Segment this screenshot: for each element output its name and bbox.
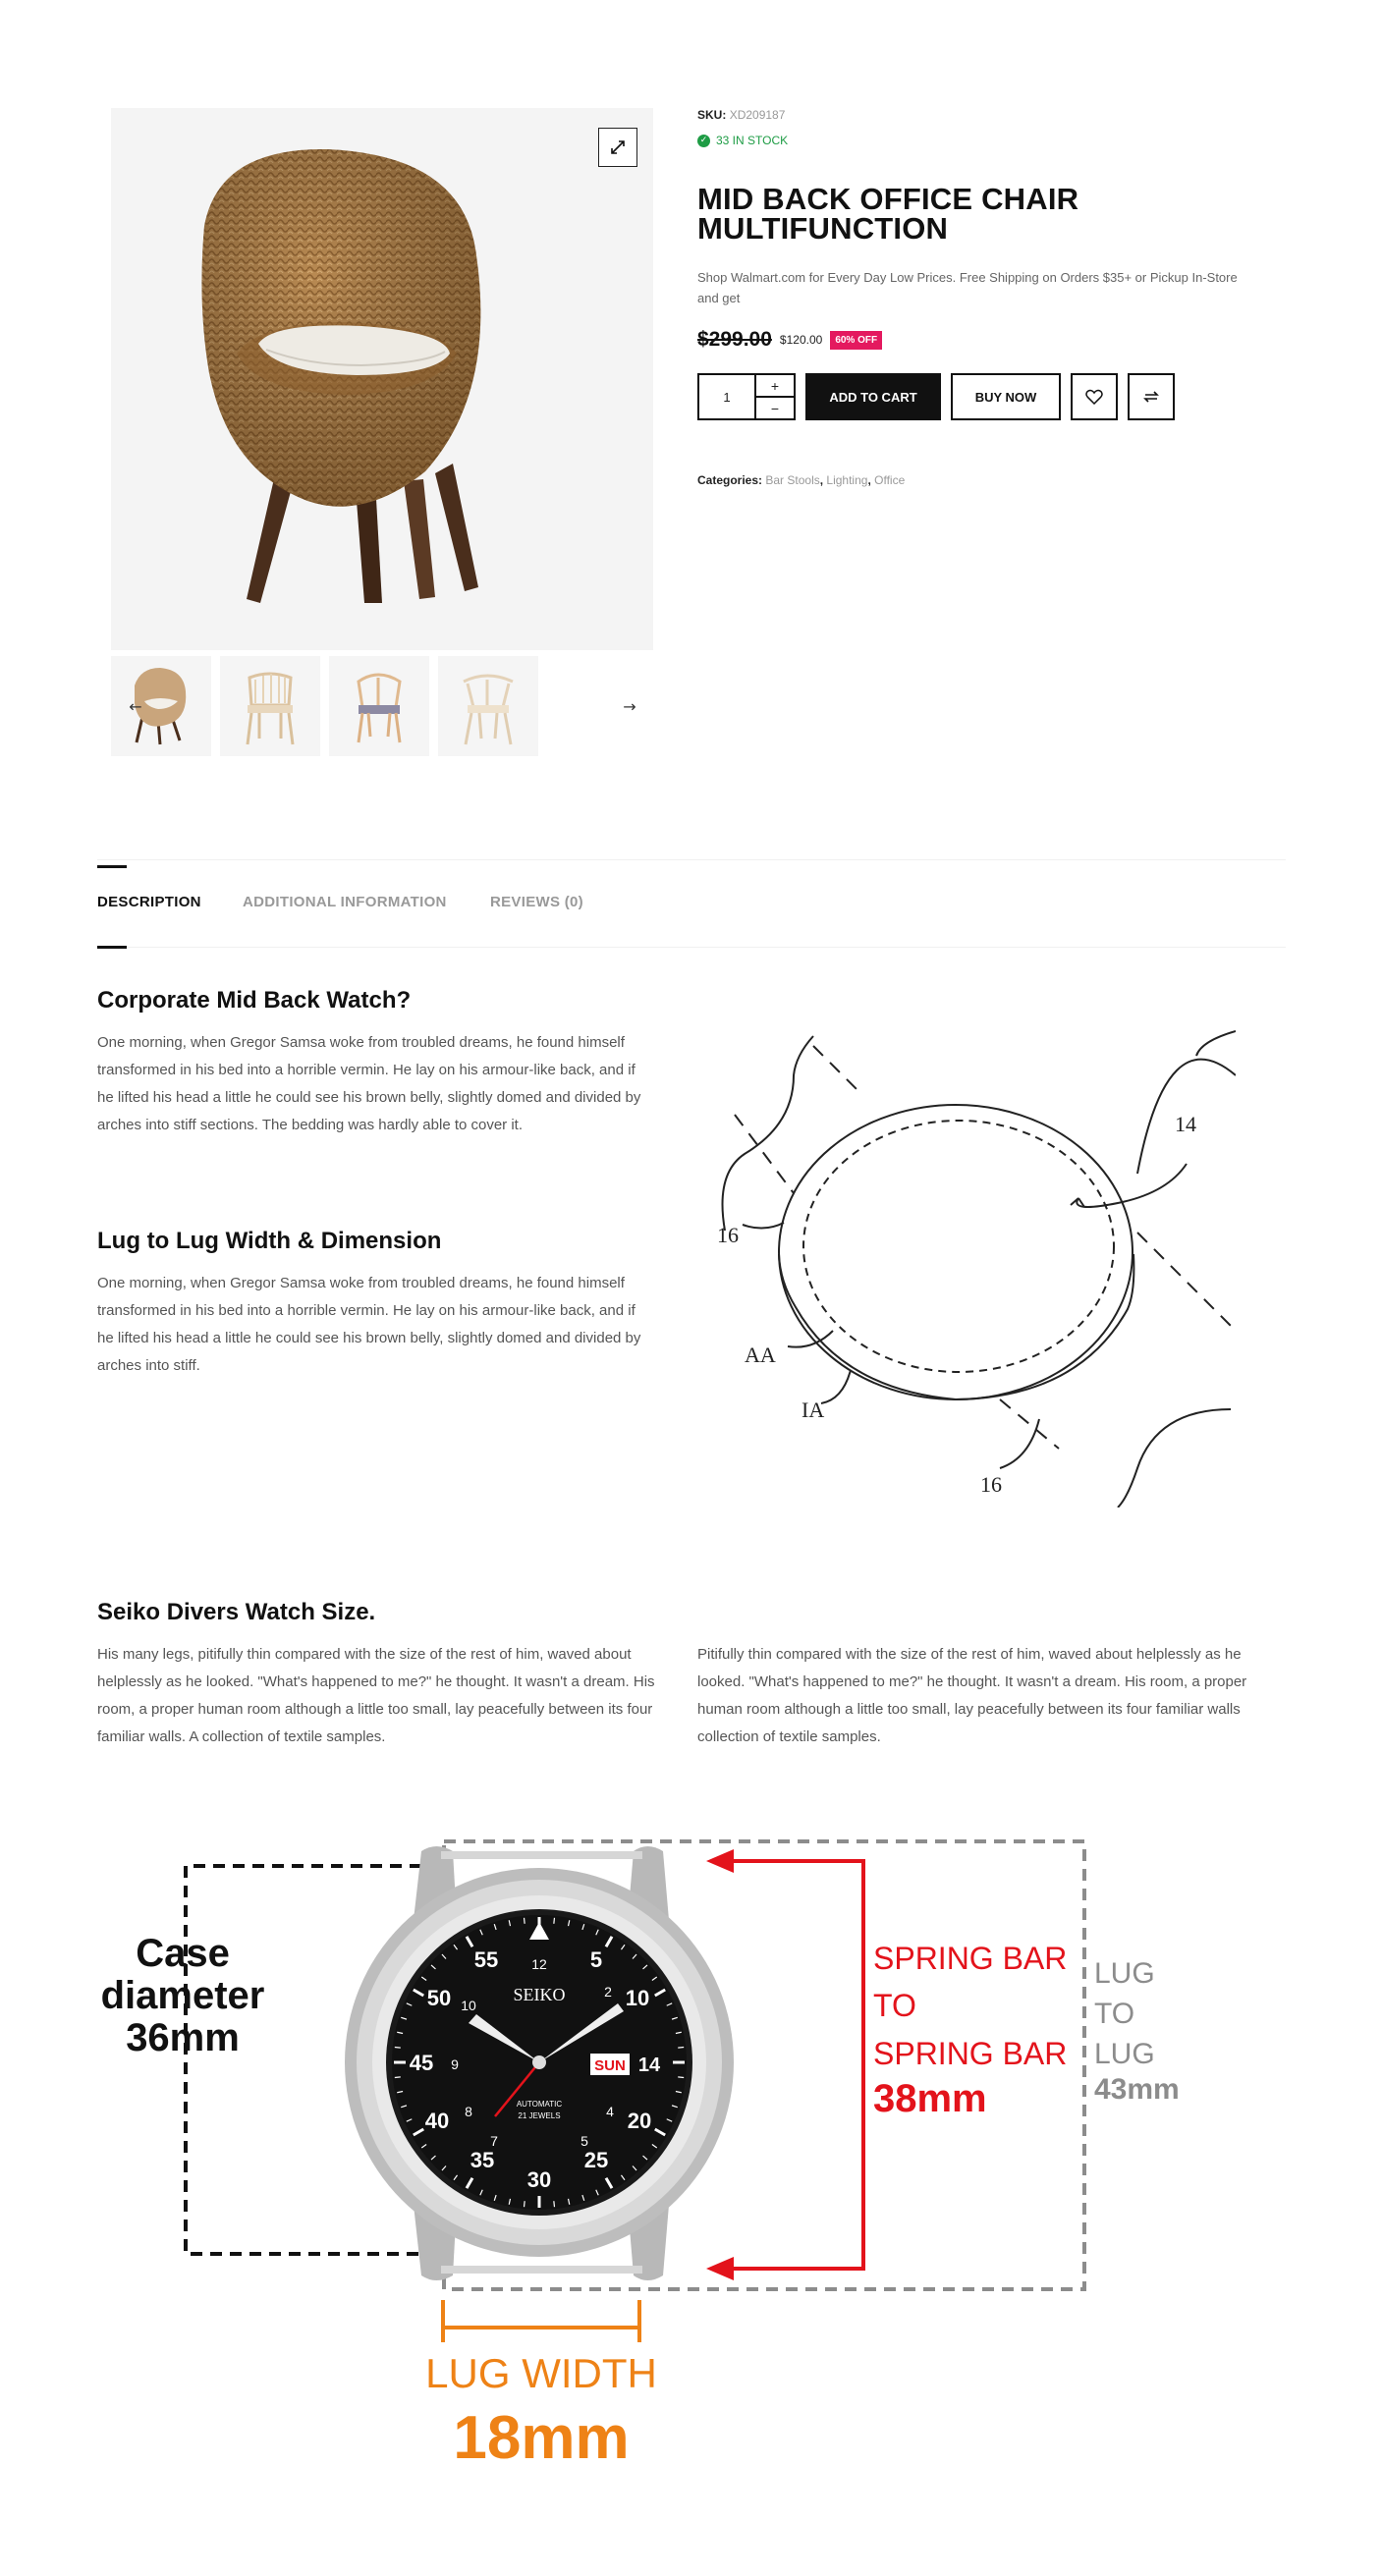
- dial-hour-10: 10: [461, 1998, 476, 2013]
- dial-hour-9: 9: [451, 2056, 459, 2072]
- case-label-line3: 36mm: [126, 2016, 240, 2059]
- add-to-cart-button[interactable]: ADD TO CART: [805, 373, 941, 420]
- categories-label: Categories:: [697, 473, 763, 487]
- price-old: $299.00: [697, 328, 772, 351]
- spring-label-line4: 38mm: [873, 2077, 987, 2120]
- arrow-left-icon: ←: [129, 696, 142, 716]
- dial-min-55: 55: [473, 1947, 499, 1972]
- discount-badge: 60% OFF: [830, 331, 882, 350]
- expand-icon: [610, 139, 626, 155]
- chair-thumb-wishbone-light: [438, 656, 538, 756]
- section-title-lug-width: Lug to Lug Width & Dimension: [97, 1228, 442, 1254]
- dial-hour-8: 8: [465, 2104, 472, 2119]
- dial-min-45: 45: [409, 2051, 434, 2075]
- diagram-label-ia: IA: [802, 1398, 825, 1422]
- product-short-description: Shop Walmart.com for Every Day Low Prices. Free Shipping on Orders $35+ or Pickup In-Store and get: [697, 270, 1238, 305]
- dial-min-25: 25: [583, 2148, 609, 2172]
- section-title-corporate-watch: Corporate Mid Back Watch?: [97, 987, 412, 1014]
- dial-hour-2: 2: [604, 1984, 612, 2000]
- dial-tick: [395, 2077, 401, 2078]
- category-link-bar-stools[interactable]: Bar Stools: [765, 473, 820, 487]
- dial-jewels: 21 JEWELS: [518, 2111, 561, 2120]
- dial-brand: SEIKO: [513, 1985, 566, 2004]
- price: [697, 328, 1287, 352]
- dial-min-35: 35: [470, 2148, 495, 2172]
- section-text-lug-width: One morning, when Gregor Samsa woke from troubled dreams, he found himself transformed in his bed into a horrible vermin. He lay on his armour-like back, and if he lifted his head a little he could see his brown belly, slightly domed and divided by arches into stiff.: [97, 1275, 641, 1374]
- dial-tick: [554, 2201, 555, 2207]
- patent-drawing: [705, 997, 1236, 1507]
- thumbnail-2[interactable]: [220, 656, 320, 756]
- chair-thumb-wishbone-grey: [329, 656, 429, 756]
- dial-hour-5: 5: [580, 2133, 588, 2149]
- stock-label: 33 IN STOCK: [716, 134, 789, 147]
- dial-tick: [678, 2077, 684, 2078]
- dial-tick: [554, 1918, 555, 1924]
- lug-label-line1: LUG: [1094, 1957, 1155, 1990]
- dial-tick: [678, 2048, 684, 2049]
- spring-label-line1: SPRING BAR: [873, 1941, 1068, 1976]
- dial-min-5: 5: [589, 1947, 603, 1972]
- lug-label-line3: LUG: [1094, 2038, 1155, 2070]
- dial-tick: [395, 2048, 401, 2049]
- thumb-prev-button[interactable]: [121, 691, 150, 721]
- watch-size-infographic: [97, 1822, 1286, 2490]
- sku-value: XD209187: [729, 108, 786, 122]
- product-categories: Categories: Bar Stools, Lighting, Office: [697, 473, 906, 487]
- section-title-seiko-size: Seiko Divers Watch Size.: [97, 1599, 376, 1625]
- compare-icon: [1142, 388, 1160, 406]
- diagram-label-aa: AA: [745, 1343, 776, 1367]
- dial-hour-4: 4: [606, 2104, 614, 2119]
- quantity-stepper: [697, 373, 796, 420]
- sku: [697, 108, 1287, 122]
- quantity-input[interactable]: 1: [699, 375, 756, 418]
- tab-indicator-top: [97, 865, 127, 868]
- category-link-office[interactable]: Office: [874, 473, 906, 487]
- category-link-lighting[interactable]: Lighting: [826, 473, 868, 487]
- product-tabs: [97, 859, 1286, 948]
- lug-width-label-line1: LUG WIDTH: [425, 2350, 657, 2396]
- thumbnail-4[interactable]: [438, 656, 538, 756]
- watch-patent-diagram: [705, 997, 1236, 1507]
- dial-hour-7: 7: [490, 2133, 498, 2149]
- check-circle-icon: ✓: [697, 135, 710, 147]
- thumbnail-3[interactable]: [329, 656, 429, 756]
- diagram-label-14: 14: [1175, 1112, 1196, 1136]
- buy-now-button[interactable]: BUY NOW: [951, 373, 1061, 420]
- tab-description[interactable]: DESCRIPTION: [97, 894, 201, 910]
- dial-hour-12: 12: [531, 1956, 547, 1972]
- price-new: $120.00: [779, 333, 823, 347]
- quantity-plus-button[interactable]: +: [770, 377, 780, 394]
- heart-icon: [1085, 389, 1103, 405]
- lug-width-label-line2: 18mm: [453, 2404, 630, 2472]
- dial-date: 14: [637, 2055, 661, 2076]
- section-text-seiko-left: His many legs, pitifully thin compared with the size of the rest of him, waved about helplessly as he looked. "What's happened to me?" he thought. It wasn't a dream. His room, a proper human room although a little too small, lay peacefully between its four familiar walls. A collection of textile samples.: [97, 1646, 655, 1745]
- stock-status: [697, 134, 1287, 147]
- tab-additional-information[interactable]: ADDITIONAL INFORMATION: [243, 894, 447, 910]
- section-text-corporate-watch: One morning, when Gregor Samsa woke from troubled dreams, he found himself transformed in his bed into a horrible vermin. He lay on his armour-like back, and if he lifted his head a little he could see his brown belly, slightly domed and divided by arches into stiff sections. The bedding was hardly able to cover it.: [97, 1034, 641, 1133]
- dial-automatic: AUTOMATIC: [516, 2100, 563, 2109]
- product-title-line-1: MID BACK OFFICE CHAIR: [697, 182, 1079, 216]
- watch-infographic-graphic: [97, 1822, 1286, 2490]
- spring-label-line2: TO: [873, 1988, 916, 2023]
- expand-image-button[interactable]: [598, 128, 637, 167]
- case-label-line2: diameter: [100, 1974, 265, 2017]
- product-title-line-2: MULTIFUNCTION: [697, 211, 949, 246]
- rattan-chair-image: [111, 108, 653, 650]
- diagram-label-16-bottom: 16: [980, 1472, 1002, 1497]
- section-text-seiko-right: Pitifully thin compared with the size of the rest of him, waved about helplessly as he looked. "What's happened to me?" he thought. It wasn't a dream. His room, a proper human room although a little too small, lay peacefully between its four familiar walls collection of textile samples.: [697, 1646, 1247, 1745]
- tab-reviews[interactable]: REVIEWS (0): [490, 894, 583, 910]
- thumb-next-button[interactable]: [615, 691, 644, 721]
- dial-min-30: 30: [526, 2167, 552, 2192]
- product-title: [697, 182, 1287, 246]
- quantity-minus-button[interactable]: −: [756, 396, 794, 418]
- spring-label-line3: SPRING BAR: [873, 2036, 1068, 2071]
- quantity-steps: [756, 375, 794, 418]
- add-to-cart-form: [697, 373, 1287, 420]
- sku-label: SKU:: [697, 108, 727, 122]
- chair-thumb-wood: [220, 656, 320, 756]
- arrow-right-icon: →: [623, 696, 636, 716]
- product-main-image[interactable]: [111, 108, 653, 650]
- dial-min-40: 40: [424, 2109, 450, 2133]
- tab-indicator-bottom: [97, 946, 127, 949]
- compare-button[interactable]: [1128, 373, 1175, 420]
- dial-min-20: 20: [627, 2109, 652, 2133]
- dial-day: SUN: [594, 2057, 626, 2074]
- thumbnail-strip: [111, 656, 653, 756]
- product-summary: [697, 108, 1287, 487]
- lug-label-line2: TO: [1094, 1998, 1135, 2030]
- case-label-line1: Case: [136, 1932, 230, 1975]
- wishlist-button[interactable]: [1071, 373, 1118, 420]
- lug-label-line4: 43mm: [1094, 2073, 1180, 2106]
- dial-min-50: 50: [426, 1986, 452, 2010]
- dial-min-10: 10: [625, 1986, 650, 2010]
- diagram-label-16-left: 16: [717, 1223, 739, 1247]
